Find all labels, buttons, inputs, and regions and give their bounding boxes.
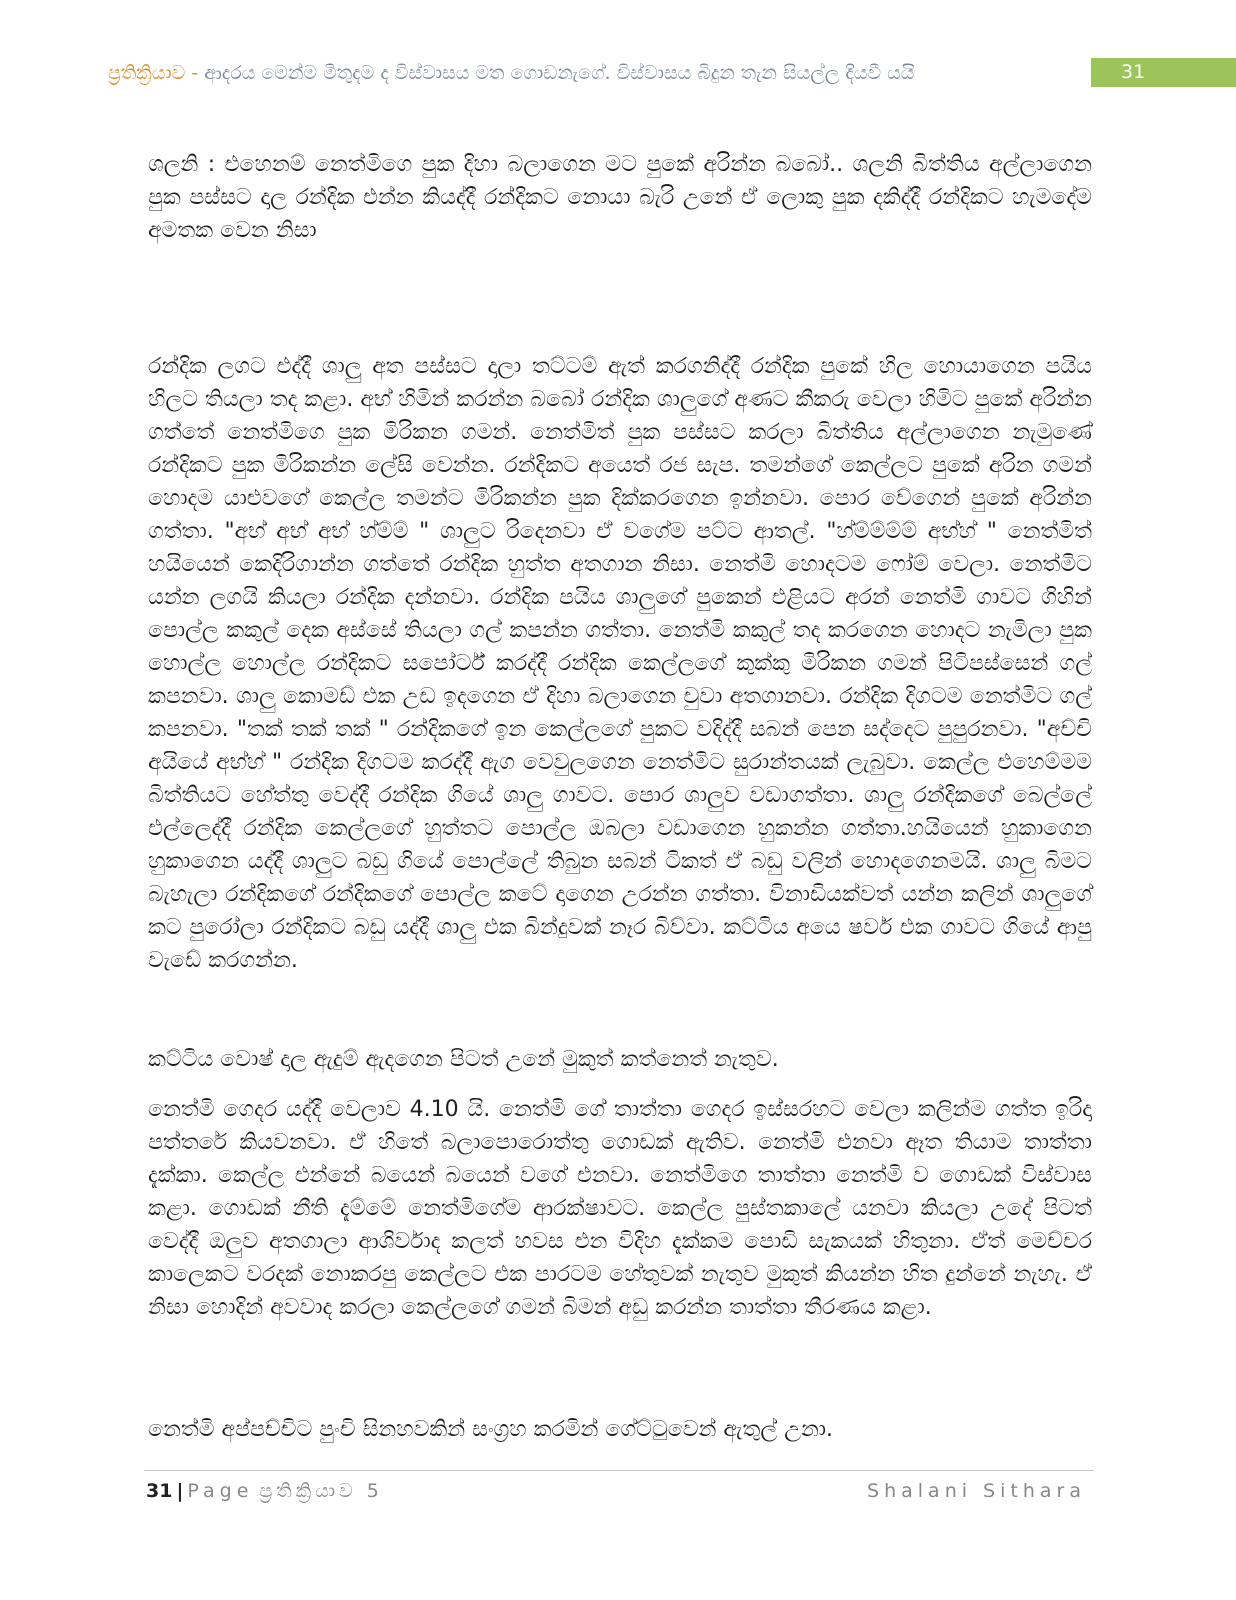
header-book-title: ප්‍රතික්‍රියාව	[108, 62, 186, 84]
header-page-number: 31	[1091, 58, 1236, 87]
header-tagline: ආදරය මෙන්ම මිතුදම ද විස්වාසය මත ගොඩනැගේ. විස්වාසය බිදුන තැන සියල්ල දියවී යයි	[204, 62, 915, 84]
footer-page-label: Page	[187, 1480, 254, 1502]
footer-page-number: 31	[146, 1480, 173, 1502]
paragraph-1: ශලනි : එහෙනම් නෙත්මිගෙ පුක දිහා බලාගෙන මට පුකේ අරින්න බබෝ.. ශලනි බිත්තිය අල්ලාගෙන පුක පස්සට දාල රන්දික එන්න කියද්දී රන්දිකට නොයා බැරි උනේ ඒ ලොකු පුක දකිද්දී රන්දිකට හැමදේම අමතක වෙන නිසා	[148, 152, 1092, 243]
paragraph-4: නෙත්මි ගෙදර යද්දී වෙලාව 4.10 යි. නෙත්මි ගේ තාත්තා ගෙදර ඉස්සරහට වෙලා කලින්ම ගත්ත ඉරිදා පත්තරේ කියවනවා. ඒ හිතේ බලාපොරොත්තු ගොඩක් ඇතිව. නෙත්මි එනවා ඈත තියාම තාත්තා දැක්කා. කෙල්ල එන්නේ බයෙන් බයෙන් වගේ එනවා. නෙත්මිගෙ තාත්තා නෙත්මි ව ගොඩක් විස්වාස කළා. ගොඩක් නීති දැම්මේ නෙත්මිගේම ආරක්ෂාවට. කෙල්ල පුස්තකාලේ යනවා කියලා උදේ පිටත් වෙද්දී ඔලුව අතගාලා ආශිර්වාද කලත් හවස එන විදිහ දැක්කම පොඩි සැකයක් හිතුනා. ඒත් මෙච්චර කාලෙකට වරදක් නොකරපු කෙල්ලට එක පාරටම හේතුවක් නැතුව මුකුත් කියන්න හිත දුන්නේ නැහැ. ඒ නිසා හොදින් අවවාද කරලා කෙල්ලගේ ගමන් බිමන් අඩු කරන්න තාත්තා තීරණය කළා.	[148, 1097, 1092, 1320]
paragraph-3: කට්ටිය වොෂ් දාල ඇදුම් ඇදගෙන පිටත් උනේ මුකුත් කත්නෙත් නැතුව.	[148, 1047, 779, 1072]
paragraph-2: රන්දික ලගට එද්දී ශාලු අත පස්සට දාලා තට්ටම් ඇත් කරගනිද්දී රන්දික පුකේ හිල හොයාගෙන පයිය හිලට තියලා තද කළා. අභ් හිමින් කරන්න බබෝ රන්දික ශාලුගේ අණට කීකරු වෙලා හිමිට පුකේ අරින්න ගත්තේ නෙත්මිගෙ පුක මිරිකන ගමන්. නෙත්මිත් පුක පස්සට කරලා බිත්තිය අල්ලාගෙන නැමුණේ රන්දිකට පුක මිරිකන්න ලේසි වෙන්න. රන්දිකට අයෙත් රජ සැප. තමන්ගේ කෙල්ලට පුකේ අරින ගමන් හොදම යාළුවගේ කෙල්ල තමන්ට මිරිකන්න පුක දික්කරගෙන ඉන්නවා. පොර වේගෙන් පුකේ අරින්න ගත්තා. "අභ් අභ් අභ් හ්ම්ම් " ශාලුට රිදෙනවා ඒ වගේම පට්ට ආතල්. "හ්ම්ම්ම්ම් අභ්හ් " නෙත්මිත් හයියෙන් කෙදිරිගාන්න ගත්තේ රන්දික හුත්ත අතගාන නිසා. නෙත්මි හොදටම ෆෝම් වෙලා. නෙත්මිට යන්න ලගයි කියලා රන්දික දන්නවා. රන්දික පයිය ශාලුගේ පුකෙන් එළියට අරන් නෙත්මි ගාවට ගිහින් පොල්ල කකුල් දෙක අස්සේ තියලා ගල් කපන්න ගත්තා. නෙත්මි කකුල් තද කරගෙන හොදට නැමිලා පුක හොල්ල හොල්ල රන්දිකට සපෝර්ට් කරද්දී රන්දික කෙල්ලගේ කුක්කු මිරිකන ගමන් පිටිපස්සෙන් ගල් කපනවා. ශාලු කොමඩ් එක උඩ ඉදගෙන ඒ දිහා බලාගෙන චුවා අතගානවා. රන්දික දිගටම නෙත්මිට ගල් කපනවා. "තක් තක් තක් " රන්දිකගේ ඉන කෙල්ලගේ පුකට වදිද්දී සබන් පෙන සද්දෙට පුපුරනවා. "අච්චි අයියේ අභ්හ් " රන්දික දිගටම කරද්දී ඇග වෙවුලගෙන නෙත්මිට සුරාන්තයක් ලැබුවා. කෙල්ල එහෙම්මම බිත්තියට හේත්තු වෙද්දී රන්දික ගියේ ශාලු ගාවට. පොර ශාලුව වඩාගත්තා. ශාලු රන්දිකගේ බෙල්ලේ එල්ලෙද්දී රන්දික කෙල්ලගේ හුත්තට පොල්ල ඔබලා වඩාගෙන හුකන්න ගත්තා.හයියෙන් හුකාගෙන හුකාගෙන යද්දී ශාලුට බඩු ගියේ පොල්ලේ තිබුන සබන් ටිකත් ඒ බඩු වලින් හොදගෙනමයි. ශාලු බිමට බැහැලා රන්දිකගේ රන්දිකගේ පොල්ල කටේ දාගෙන උරන්න ගත්තා. විනාඩියක්වත් යන්න කලින් ශාලුගේ කට පුරෝලා රන්දිකට බඩු යද්දී ශාලු එක බින්දුවක් නෑර බිව්වා. කට්ටිය අයෙ ෂවර් එක ගාවට ගියේ ආපු වැඩේ කරගන්න.	[148, 354, 1092, 973]
running-header	[0, 58, 1236, 88]
header-separator: -	[185, 62, 205, 84]
footer-divider	[144, 1470, 1094, 1471]
footer-author: Shalani Sithara	[867, 1480, 1086, 1502]
paragraph-5: නෙත්මි අප්පච්චිට පුංචි සිනහවකින් සංග්‍රහ කරමින් ගේට්ටුවෙන් ඇතුල් උනා.	[148, 1417, 834, 1442]
footer-book-title: ප්‍රතික්‍රියාව 5	[259, 1480, 383, 1502]
header-title	[108, 60, 1073, 86]
footer-separator: |	[176, 1480, 184, 1502]
page-footer	[146, 1478, 1086, 1508]
